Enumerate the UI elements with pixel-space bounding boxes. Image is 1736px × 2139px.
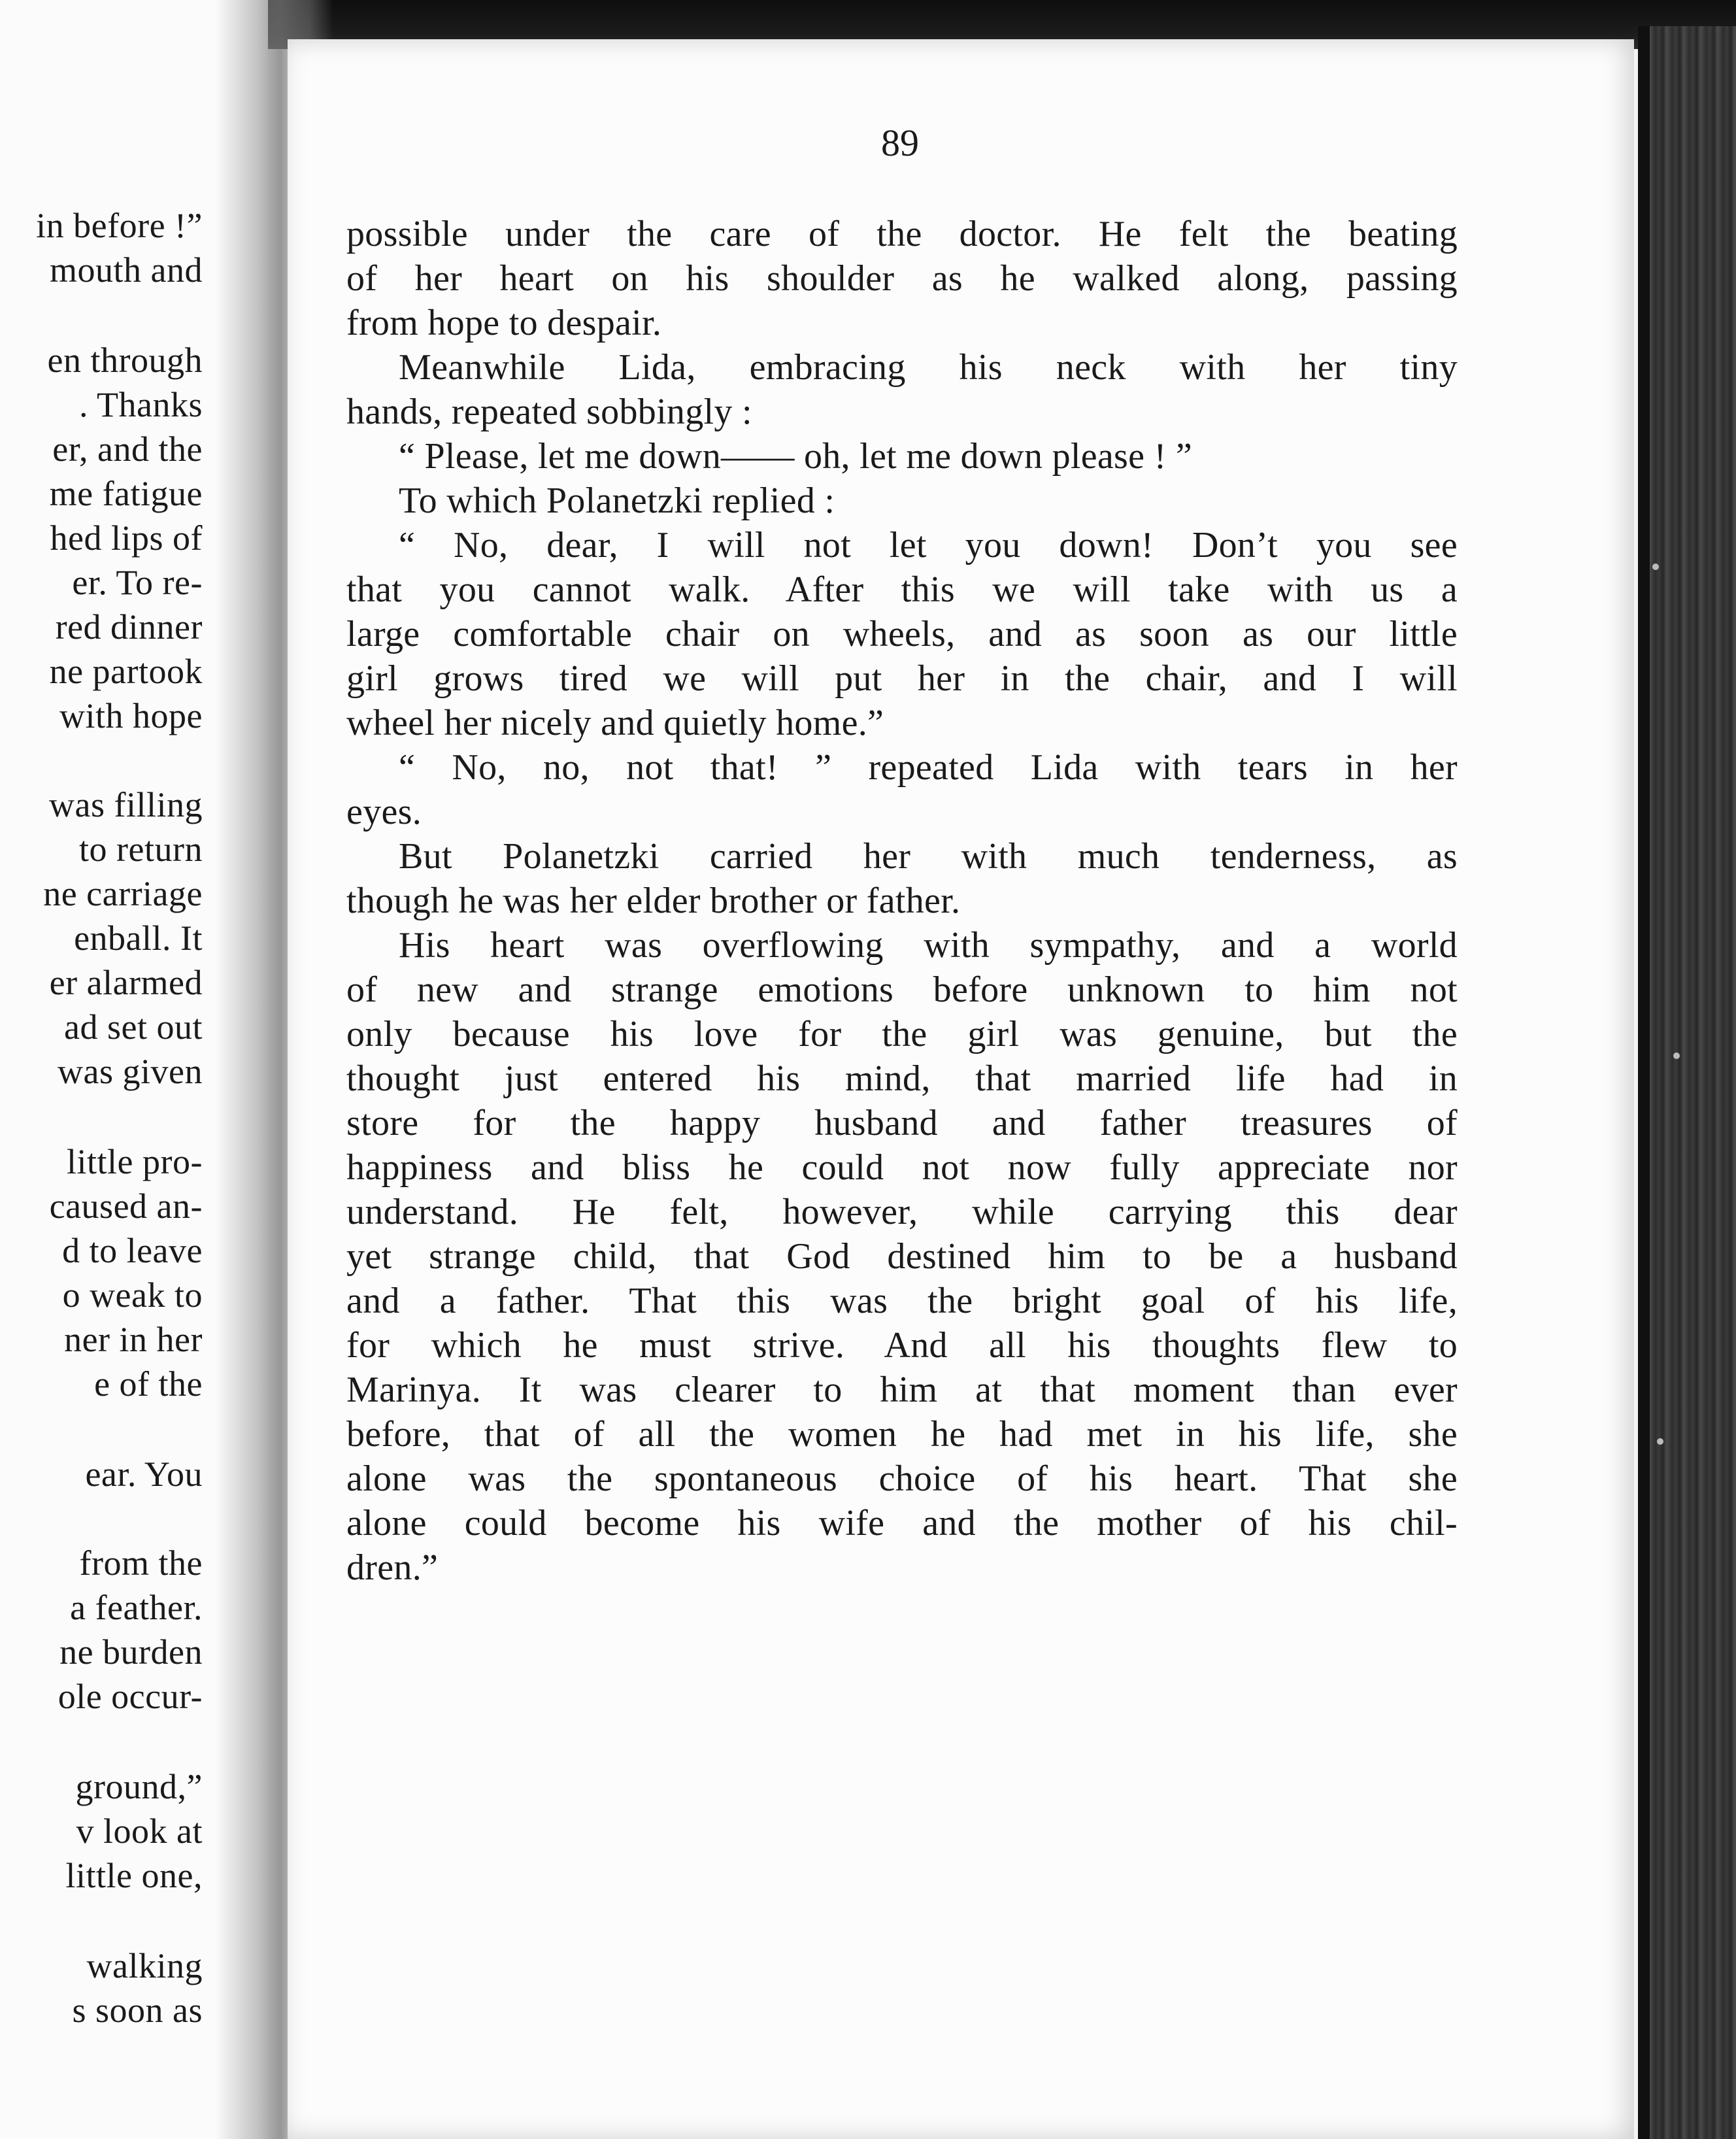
left-page-line: er alarmed bbox=[49, 963, 203, 1002]
left-page-line: a feather. bbox=[70, 1588, 203, 1627]
left-page-text bbox=[0, 0, 216, 2139]
left-page-line: ner in her bbox=[64, 1320, 203, 1359]
text-line: of her heart on his shoulder as he walked along, passing bbox=[346, 258, 1458, 299]
text-line: understand. He felt, however, while carrying this dear bbox=[346, 1192, 1458, 1232]
text-line: “ Please, let me down—— oh, let me down please ! ” bbox=[399, 436, 1192, 477]
text-line: eyes. bbox=[346, 792, 422, 832]
text-line: Marinya. It was clearer to him at that moment than ever bbox=[346, 1370, 1458, 1410]
left-page-line: little pro- bbox=[67, 1142, 203, 1181]
left-page-line: from the bbox=[79, 1543, 203, 1583]
text-line: though he was her elder brother or father. bbox=[346, 881, 961, 921]
text-line: happiness and bliss he could not now fully appreciate nor bbox=[346, 1147, 1458, 1188]
left-page-line: s soon as bbox=[72, 1991, 203, 2030]
text-line: alone was the spontaneous choice of his heart. That she bbox=[346, 1458, 1458, 1499]
text-line: large comfortable chair on wheels, and as soon as our little bbox=[346, 614, 1458, 654]
left-page-line: caused an- bbox=[49, 1187, 203, 1226]
left-page-line: e of the bbox=[94, 1364, 203, 1404]
left-page-line: o weak to bbox=[62, 1275, 203, 1315]
text-line: store for the happy husband and father treasures of bbox=[346, 1103, 1458, 1143]
left-page-line: ne carriage bbox=[43, 874, 203, 913]
left-page-line: ne partook bbox=[49, 652, 203, 691]
left-page-line: to return bbox=[79, 830, 203, 869]
left-page-line: little one, bbox=[65, 1856, 203, 1895]
left-page-line: er, and the bbox=[52, 429, 203, 469]
text-line: before, that of all the women he had met in his life, she bbox=[346, 1414, 1458, 1455]
left-page-line: er. To re- bbox=[72, 563, 203, 602]
text-line: Meanwhile Lida, embracing his neck with her tiny bbox=[399, 347, 1458, 388]
text-line: only because his love for the girl was genuine, but the bbox=[346, 1014, 1458, 1054]
text-line: that you cannot walk. After this we will take with us a bbox=[346, 569, 1458, 610]
left-page-line: walking bbox=[86, 1946, 203, 1985]
left-page-line: en through bbox=[47, 341, 203, 380]
left-page-line: me fatigue bbox=[49, 474, 203, 513]
text-line: yet strange child, that God destined him to be a husband bbox=[346, 1236, 1458, 1277]
book-cover-edge bbox=[1638, 26, 1736, 2139]
scan-speck bbox=[1673, 1053, 1680, 1059]
left-page-line: ground,” bbox=[75, 1767, 203, 1806]
left-page-line: ne burden bbox=[59, 1632, 203, 1672]
left-page-line: v look at bbox=[76, 1811, 203, 1851]
left-page-line: was given bbox=[58, 1052, 203, 1091]
left-page-line: . Thanks bbox=[79, 385, 203, 424]
left-page-line: in before !” bbox=[36, 206, 203, 245]
page-number: 89 bbox=[881, 122, 919, 164]
text-line: of new and strange emotions before unknown to him not bbox=[346, 969, 1458, 1010]
scan-speck bbox=[1652, 564, 1659, 570]
text-line: “ No, dear, I will not let you down! Don’t you see bbox=[399, 525, 1458, 565]
text-line: alone could become his wife and the mother of his chil- bbox=[346, 1503, 1458, 1543]
text-line: His heart was overflowing with sympathy, and a world bbox=[399, 925, 1458, 966]
text-line: for which he must strive. And all his thoughts flew to bbox=[346, 1325, 1458, 1366]
left-page-line: enball. It bbox=[74, 918, 203, 958]
text-line: But Polanetzki carried her with much tenderness, as bbox=[399, 836, 1458, 877]
text-line: wheel her nicely and quietly home.” bbox=[346, 703, 884, 743]
left-page-line: ole occur- bbox=[58, 1677, 203, 1716]
text-line: thought just entered his mind, that married life had in bbox=[346, 1058, 1458, 1099]
text-line: girl grows tired we will put her in the chair, and I will bbox=[346, 658, 1458, 699]
scan-speck bbox=[1657, 1438, 1663, 1445]
left-page-line: was filling bbox=[49, 785, 203, 824]
text-line: possible under the care of the doctor. He felt the beating bbox=[346, 214, 1458, 254]
text-line: dren.” bbox=[346, 1547, 439, 1588]
left-page-line: d to leave bbox=[62, 1231, 203, 1270]
left-page-line: mouth and bbox=[50, 250, 203, 290]
left-page-line: ad set out bbox=[64, 1007, 203, 1047]
text-line: “ No, no, not that! ” repeated Lida with tears in her bbox=[399, 747, 1458, 788]
text-line: To which Polanetzki replied : bbox=[399, 480, 835, 521]
left-page-line: hed lips of bbox=[50, 518, 203, 558]
left-page-line: with hope bbox=[59, 696, 203, 735]
body-text bbox=[346, 216, 1458, 1719]
left-page-line: red dinner bbox=[55, 607, 203, 647]
text-line: from hope to despair. bbox=[346, 303, 662, 343]
left-page-line: ear. You bbox=[85, 1455, 203, 1494]
text-line: and a father. That this was the bright goal of his life, bbox=[346, 1281, 1458, 1321]
text-line: hands, repeated sobbingly : bbox=[346, 392, 752, 432]
